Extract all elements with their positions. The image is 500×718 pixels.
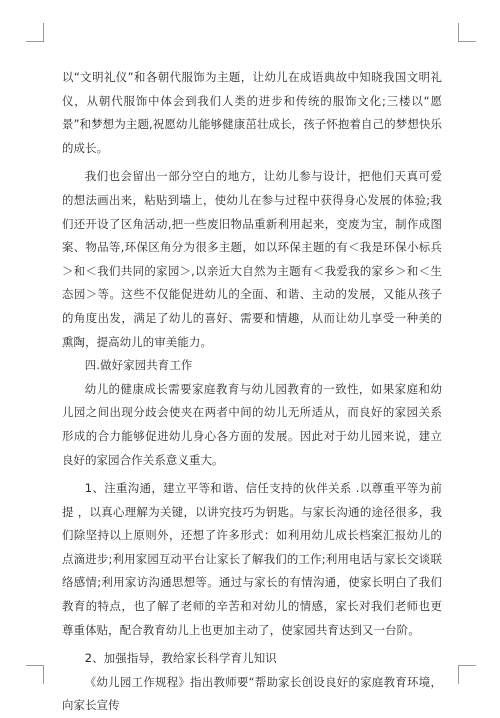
- crop-mark-top-right-h: [458, 41, 476, 42]
- paragraph-kindergarten-regulations: 《幼儿园工作规程》指出教师要“帮助家长创设良好的家庭教育环境，向家长宣传: [62, 674, 442, 713]
- paragraph-child-participation: 我们也会留出一部分空白的地方，让幼儿参与设计，把他们天真可爱的想法画出来，粘贴到墙上，使幼儿在参与过程中获得身心发展的体验;我们还开设了区角活动,把一些废旧物品重新利用起来，变废为宝，制作成图案、物品等,环保区角分为很多主题，如以环保主题的有＜我是环保小标兵＞和＜我们共同的家园＞,以亲近大自然为主题有＜我爱我的家乡＞和＜生态园＞等。这些不仅能促进幼儿的全面、和谐、主动的发展，又能从孩子的角度出发，满足了幼儿的喜好、需要和情趣，从而让幼儿享受一种美的熏陶，提高幼儿的审美能力。: [62, 169, 442, 349]
- section-heading-home-school: 四.做好家园共育工作: [84, 358, 193, 373]
- body-text: [62, 66, 442, 718]
- crop-mark-top-right-v: [458, 23, 459, 41]
- paragraph-communication: 1、注重沟通，建立平等和谐、信任支持的伙伴关系 .以尊重平等为前提 ，以真心理解为关键，以讲究技巧为钥匙。与家长沟通的途径很多，我们除坚持以上原则外，还想了许多形式：如利用幼儿成长档案汇报幼儿的点滴进步;利用家园互动平台让家长了解我们的工作;利用电话与家长交谈联络感情;利用家访沟通思想等。通过与家长的有情沟通，使家长明白了我们教育的特点，也了解了老师的辛苦和对幼儿的情感，家长对我们老师也更尊重体贴，配合教育幼儿上也更加主动了，使家园共育达到又一台阶。: [62, 481, 442, 637]
- crop-mark-top-left-v: [43, 23, 44, 41]
- crop-mark-top-left-h: [26, 41, 44, 42]
- crop-mark-bottom-right-v: [458, 666, 459, 684]
- crop-mark-bottom-left-h: [26, 665, 44, 666]
- crop-mark-bottom-right-h: [458, 665, 476, 666]
- paragraph-home-school-intro: 幼儿的健康成长需要家庭教育与幼儿园教育的一致性，如果家庭和幼儿园之间出现分歧会使夹在两者中间的幼儿无所适从，而良好的家园关系形成的合力能够促进幼儿身心各方面的发展。因此对于幼儿园来说，建立良好的家园合作关系意义重大。: [62, 381, 442, 467]
- crop-mark-bottom-left-v: [43, 666, 44, 684]
- paragraph-cultural-themes: 以“文明礼仪”和各朝代服饰为主题，让幼儿在成语典故中知晓我国文明礼仪，从朝代服饰中体会到我们人类的进步和传统的服饰文化;三楼以“愿景”和梦想为主题,祝愿幼儿能够健康茁壮成长，孩子怀抱着自己的梦想快乐的成长。: [62, 70, 442, 155]
- subheading-parent-guidance: 2、加强指导，教给家长科学育儿知识: [84, 651, 277, 666]
